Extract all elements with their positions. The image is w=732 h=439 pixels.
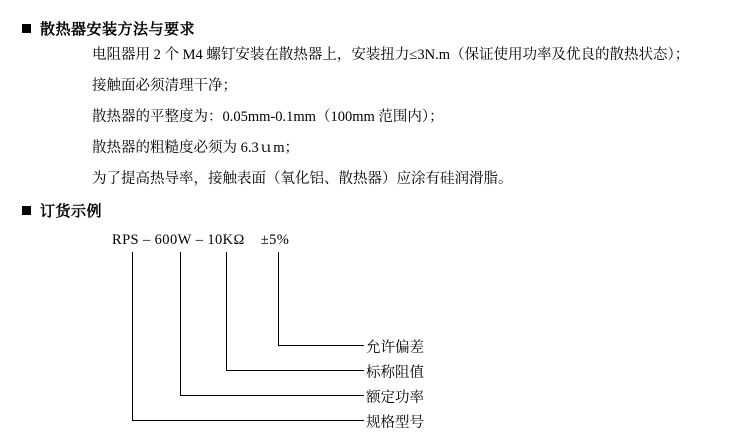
callout-resistance <box>366 361 424 382</box>
leader-line-horizontal-power <box>180 395 364 396</box>
section-heading-heatsink <box>22 18 195 39</box>
paragraph-text: 电阻器用 2 个 M4 螺钉安装在散热器上，安装扭力≤3N.m（保证使用功率及优良的散热状态）； <box>92 47 690 63</box>
leader-line-vertical-resistance <box>226 252 227 370</box>
square-bullet-icon <box>22 24 31 33</box>
square-bullet-icon <box>22 206 31 215</box>
callout-text: 允许偏差 <box>366 340 424 356</box>
code-separator: – <box>143 232 151 248</box>
paragraph <box>92 107 444 127</box>
paragraph-text: 接触面必须清理干净； <box>92 78 237 94</box>
paragraph-text: 散热器的平整度为：0.05mm-0.1mm（100mm 范围内）； <box>92 109 444 125</box>
paragraph <box>92 138 299 158</box>
paragraph <box>92 76 237 96</box>
leader-line-horizontal-tolerance <box>278 345 364 346</box>
section-heading-text: 散热器安装方法与要求 <box>40 22 196 38</box>
section-heading-order-example <box>22 200 102 221</box>
code-segment-series: RPS <box>112 232 139 248</box>
code-segment-tolerance: ±5% <box>260 232 290 248</box>
callout-series <box>366 411 424 432</box>
paragraph-text: 为了提高热导率，接触表面（氧化铝、散热器）应涂有硅润滑脂。 <box>92 171 513 187</box>
paragraph <box>92 169 513 189</box>
leader-line-horizontal-series <box>132 420 364 421</box>
code-separator: – <box>195 232 204 248</box>
section-heading-text: 订货示例 <box>40 204 103 220</box>
code-segment-power: 600W <box>154 232 192 248</box>
paragraph <box>92 45 689 65</box>
code-spacer <box>245 232 261 249</box>
leader-line-vertical-power <box>180 252 181 395</box>
leader-line-vertical-tolerance <box>278 252 279 345</box>
leader-line-horizontal-resistance <box>226 370 364 371</box>
part-number-code <box>112 232 289 249</box>
callout-text: 规格型号 <box>366 415 424 431</box>
paragraph-text: 散热器的粗糙度必须为 6.3ｕm； <box>92 140 300 156</box>
callout-text: 标称阻值 <box>366 365 424 381</box>
code-segment-resistance: 10KΩ <box>207 232 245 248</box>
callout-tolerance <box>366 336 424 357</box>
leader-line-vertical-series <box>132 252 133 420</box>
callout-power <box>366 386 424 407</box>
callout-text: 额定功率 <box>366 390 424 406</box>
